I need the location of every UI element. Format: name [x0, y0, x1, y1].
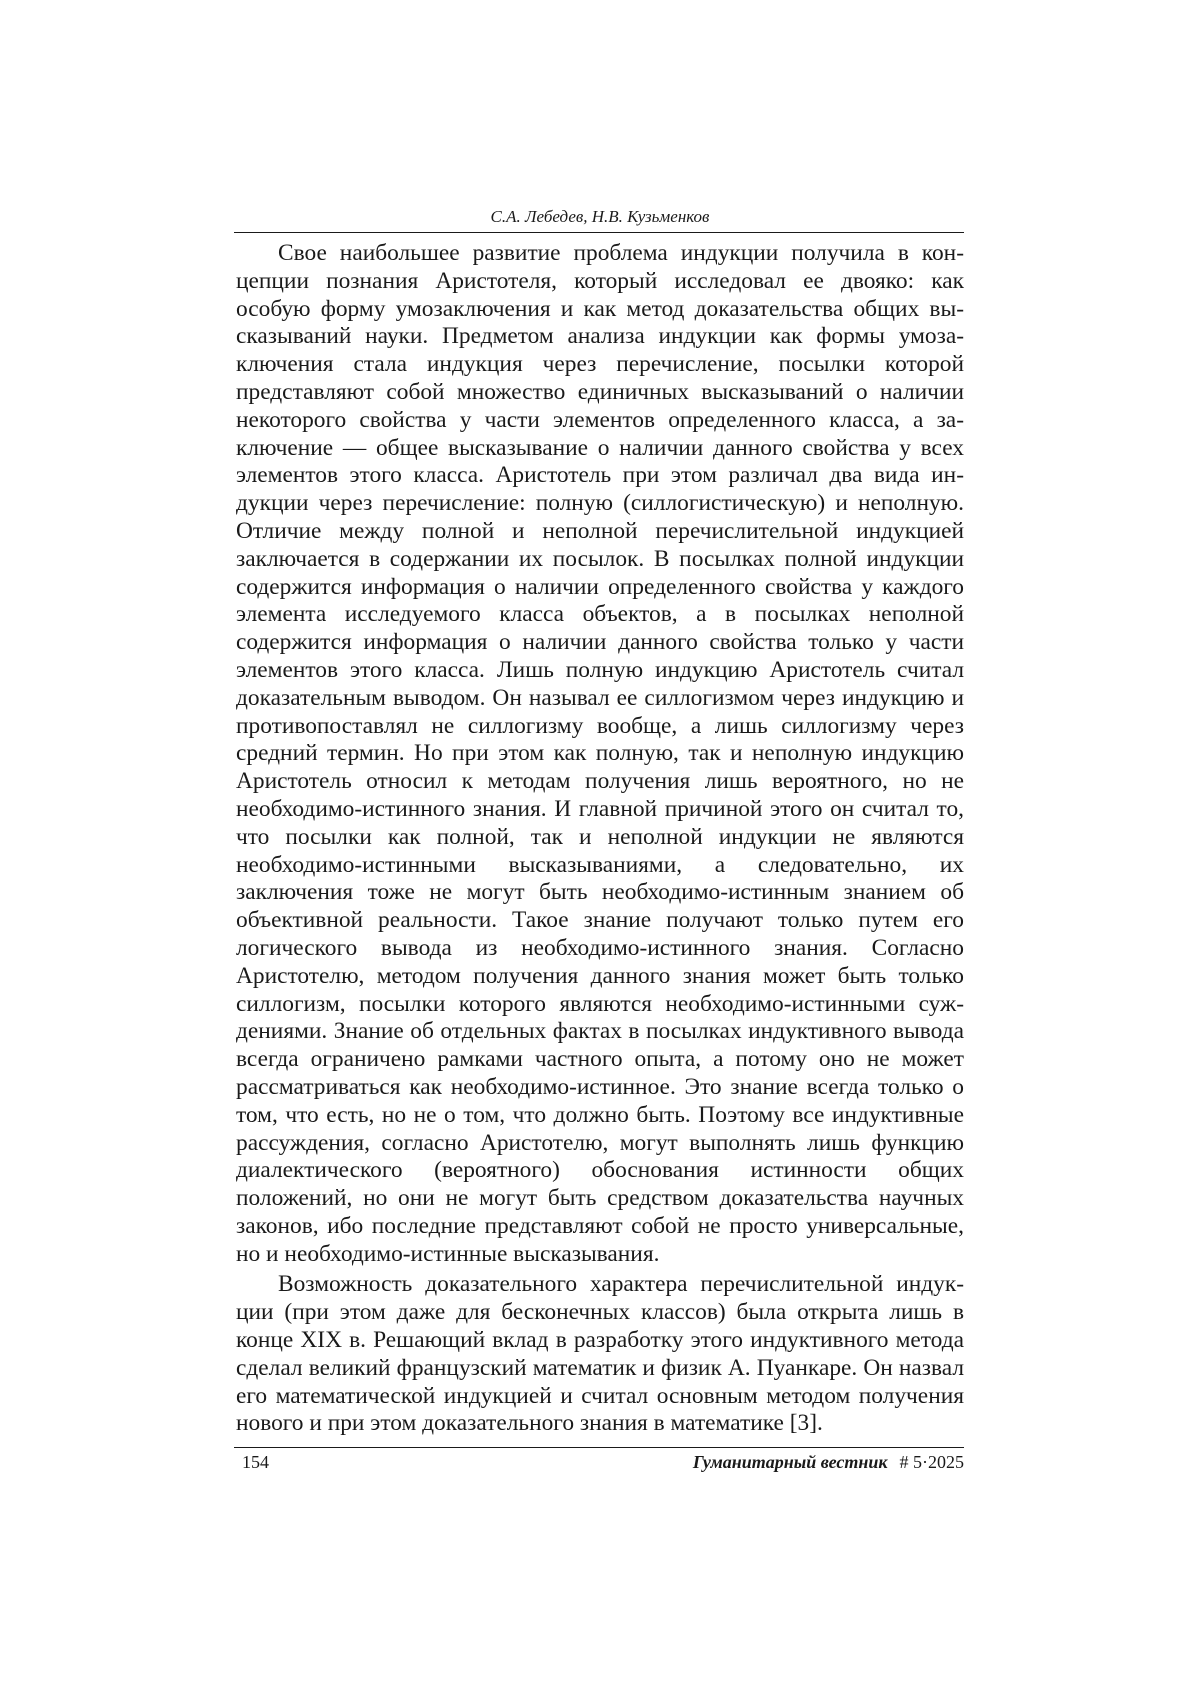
footer-rule — [234, 1447, 964, 1448]
article-body — [236, 240, 964, 1438]
journal-issue: # 5·2025 — [899, 1452, 964, 1472]
running-head-authors: С.А. Лебедев, Н.В. Кузьменков — [490, 207, 710, 226]
journal-info — [693, 1451, 964, 1473]
page-number: 154 — [242, 1452, 269, 1472]
body-paragraph-1: Свое наибольшее развитие проблема индукции получила в концепции познания Аристотеля, который исследовал ее двояко: как особую форму умозаключения и как метод доказательства общих высказываний науки. Предметом анализа индукции как формы умозаключения стала индукция через перечисление, посылки которой представляют собой множество единичных высказываний о наличии некоторого свойства у части элементов определенного класса, а заключение — общее высказывание о наличии данного свойства у всех элементов этого класса. Аристотель при этом различал два вида индукции через перечисление: полную (силлогистическую) и неполную. Отличие между полной и неполной перечислительной индукцией заключается в содержании их посылок. В посылках полной индукции содержится информация о наличии определенного свойства у каждого элемента исследуемого класса объектов, а в посылках неполной содержится информация о наличии данного свойства только у части элементов этого класса. Лишь полную индукцию Аристотель считал доказательным выводом. Он называл ее силлогизмом через индукцию и противопоставлял не силлогизму вообще, а лишь силлогизму через средний термин. Но при этом как полную, так и неполную индукцию Аристотель относил к методам получения лишь вероятного, но не необходимо-истинного знания. И главной причиной этого он считал то, что посылки как полной, так и неполной индукции не являются необходимо-истинными высказываниями, а следовательно, их заключения тоже не могут быть необходимо-истинным знанием об объективной реальности. Такое знание получают только путем его логического вывода из необходимо-истинного знания. Согласно Аристотелю, методом получения данного знания может быть только силлогизм, посылки которого являются необходимо-истинными суждениями. Знание об отдельных фактах в посылках индуктивного вывода всегда ограничено рамками частного опыта, а потому оно не может рассматриваться как необходимо-истинное. Это знание всегда только о том, что есть, но не о том, что должно быть. Поэтому все индуктивные рассуждения, согласно Аристотелю, могут выполнять лишь функцию диалектического (вероятного) обоснования истинности общих положений, но они не могут быть средством доказательства научных законов, ибо последние представляют собой не просто универсальные, но и необходимо-истинные высказывания. — [236, 240, 964, 1267]
header-rule — [234, 232, 964, 233]
journal-name: Гуманитарный вестник — [692, 1452, 888, 1472]
page-footer — [236, 1451, 964, 1475]
body-paragraph-2: Возможность доказательного характера перечислительной индукции (при этом даже для бесконечных классов) была открыта лишь в конце XIX в. Решающий вклад в разработку этого индуктивного метода сделал великий французский математик и физик А. Пуанкаре. Он назвал его математической индукцией и считал основным методом получения нового и при этом доказательного знания в математике [3]. — [236, 1271, 964, 1437]
